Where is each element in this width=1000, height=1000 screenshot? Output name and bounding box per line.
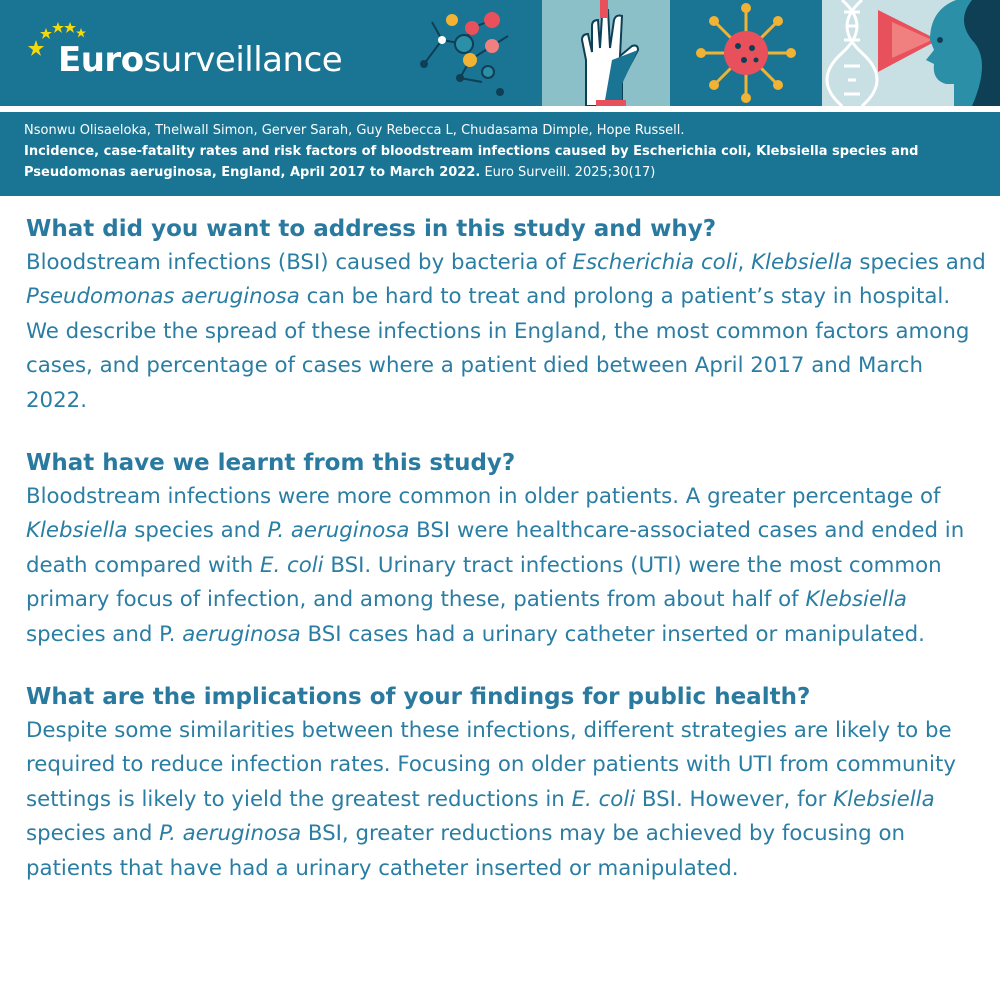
body-text: BSI were healthcare-associated cases and ended in death compared with — [26, 518, 965, 578]
species-name: Klebsiella — [805, 587, 907, 613]
section-heading: What have we learnt from this study? — [26, 450, 516, 477]
species-name: P. aeruginosa — [159, 821, 302, 847]
section-body — [26, 246, 986, 418]
body-text: species and P. — [26, 621, 183, 647]
species-name: P. aeruginosa — [267, 518, 410, 544]
brand-bold: Euro — [58, 40, 144, 80]
species-name: Klebsiella — [833, 786, 935, 812]
section-body — [26, 480, 986, 652]
citation-title-end: Pseudomonas aeruginosa, England, April 2017 to March 2022. — [24, 165, 481, 180]
body-text: Bloodstream infections (BSI) caused by bacteria of — [26, 250, 573, 275]
species-name: Pseudomonas aeruginosa — [26, 284, 300, 310]
dna-face-illustration-icon — [822, 0, 1000, 106]
citation-journal: Euro Surveill. 2025;30(17) — [484, 165, 656, 180]
body-text: BSI, greater reductions may be achieved by focusing on patients that have had a urinary catheter inserted or manipulated. — [26, 821, 905, 881]
body-text: Despite some similarities between these infections, different strategies are likely to be required to reduce infection rates. Focusing on older patients with UTI from community settings is likely to yield the greatest reductions in — [26, 718, 956, 812]
body-text: species and — [127, 518, 268, 544]
body-text: species and — [852, 250, 986, 275]
body-text: BSI cases had a urinary catheter inserted or manipulated. — [300, 621, 925, 647]
banner — [0, 0, 1000, 106]
hand-illustration-icon — [542, 0, 670, 106]
citation-title-line2 — [24, 164, 655, 182]
species-name: aeruginosa — [182, 621, 301, 647]
section-learnt — [26, 446, 986, 652]
network-illustration-icon — [412, 0, 540, 106]
species-name: Klebsiella — [751, 250, 853, 275]
section-implications — [26, 680, 986, 886]
brand-rest: surveillance — [143, 40, 343, 80]
species-name: Escherichia coli — [572, 250, 738, 275]
summary-content — [26, 212, 986, 914]
species-name: E. coli — [259, 552, 324, 578]
section-why — [26, 212, 986, 418]
body-text: Bloodstream infections were more common in older patients. A greater percentage of — [26, 484, 941, 510]
body-text: can be hard to treat and prolong a patient’s stay in hospital. We describe the spread of these infections in England, the most common factors among cases, and percentage of cases where a patient died between April 2017 and March 2022. — [26, 284, 970, 413]
section-heading: What are the implications of your findings for public health? — [26, 684, 811, 711]
virus-illustration-icon — [672, 0, 820, 106]
citation-bar — [0, 112, 1000, 196]
section-heading: What did you want to address in this study and why? — [26, 216, 717, 242]
body-text: BSI. However, for — [635, 786, 834, 812]
body-text: species and — [26, 821, 160, 847]
body-text: BSI. Urinary tract infections (UTI) were the most common primary focus of infection, and among these, patients from about half of — [26, 552, 942, 613]
species-name: Klebsiella — [26, 518, 128, 544]
citation-title-line1: Incidence, case-fatality rates and risk factors of bloodstream infections caused by Escherichia coli, Klebsiella species and — [24, 144, 919, 159]
citation-authors: Nsonwu Olisaeloka, Thelwall Simon, Gerver Sarah, Guy Rebecca L, Chudasama Dimple, Hope Russell. — [24, 123, 685, 138]
species-name: E. coli — [571, 786, 636, 812]
section-body — [26, 714, 986, 886]
body-text: , — [737, 250, 752, 275]
